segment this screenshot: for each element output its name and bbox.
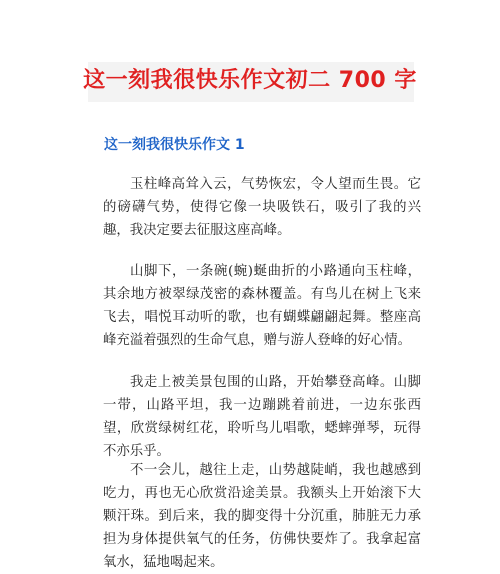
page-title: 这一刻我很快乐作文初二 700 字 — [83, 68, 417, 93]
paragraph-1: 玉柱峰高耸入云，气势恢宏，令人望而生畏。它的磅礴气势，使得它像一块吸铁石，吸引了我的兴趣，我决定要去征服这座高峰。 — [103, 177, 421, 238]
section-heading: 这一刻我很快乐作文 1 — [104, 137, 245, 153]
paragraph-4: 不一会儿，越往上走，山势越陡峭，我也越感到吃力，再也无心欣赏沿途美景。我额头上开始滚下大颗汗珠。到后来，我的脚变得十分沉重，肺脏无力承担为身体提供氧气的任务，仿佛快要炸了。我拿起富氧水，猛地喝起来。 — [103, 463, 421, 570]
paragraph-2: 山脚下，一条碗(蜿)蜒曲折的小路通向玉柱峰，其余地方被翠绿茂密的森林覆盖。有鸟儿在树上飞来飞去，唱悦耳动听的歌，也有蝴蝶翩翩起舞。整座高峰充溢着强烈的生命气息，赠与游人登峰的好心情。 — [103, 264, 421, 348]
paragraph-3: 我走上被美景包围的山路，开始攀登高峰。山脚一带，山路平坦，我一边蹦跳着前进，一边东张西望，欣赏绿树红花，聆听鸟儿唱歌，蟋蟀弹琴，玩得不亦乐乎。 — [103, 375, 421, 459]
